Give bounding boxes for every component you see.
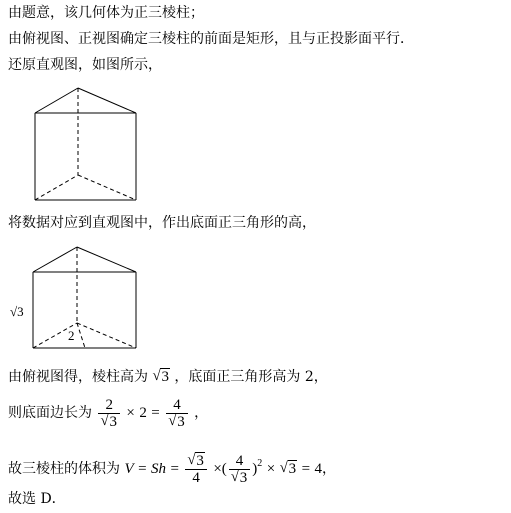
lparen: ( <box>221 461 227 477</box>
times-1: × <box>213 461 222 477</box>
prism1-top-right-edge <box>78 88 136 113</box>
prism2-side-label: √3 <box>10 304 24 319</box>
text-line-4: 将数据对应到直观图中，作出底面正三角形的高， <box>8 215 316 231</box>
prism2-height-label: 2 <box>68 328 75 343</box>
prism1-hidden-right <box>78 175 136 200</box>
prism1-top-left-edge <box>35 88 78 113</box>
fraction-4-over-sqrt3: 4 √ 3 <box>166 397 188 430</box>
sqrt3-factor: √ 3 <box>279 460 297 477</box>
equals-1: = <box>138 461 147 477</box>
text-line-5 <box>8 368 328 386</box>
text-line-3: 还原直观图，如图所示， <box>8 57 162 73</box>
result-4: 4 <box>314 461 323 477</box>
var-h: h <box>158 461 166 477</box>
times-sign: × <box>126 405 135 421</box>
text-line-6 <box>8 396 208 430</box>
equals-3: = <box>301 461 311 477</box>
sqrt3-expr: √ 3 <box>152 368 169 385</box>
factor-two: 2 <box>139 405 147 421</box>
fraction-2-over-sqrt3: 2 √ 3 <box>98 397 120 430</box>
line6-prefix: 则底面边长为 <box>8 405 92 421</box>
line7-prefix: 故三棱柱的体积为 <box>8 461 120 477</box>
line6-suffix: ， <box>194 405 209 421</box>
line5-suffix: ，底面正三角形高为 2， <box>174 369 328 385</box>
prism2-hidden-left <box>33 323 77 348</box>
prism2-top-right-edge <box>77 247 136 272</box>
line7-suffix: ， <box>322 461 337 477</box>
prism2-top-left-edge <box>33 247 77 272</box>
text-line-8: 故选 D． <box>8 491 66 507</box>
rparen: ) <box>252 461 258 477</box>
fraction-sqrt3-over-4: √ 3 4 <box>185 453 207 486</box>
line5-prefix: 由俯视图得，棱柱高为 <box>8 369 148 385</box>
var-V: V <box>124 461 134 477</box>
fraction-4-over-sqrt3-b: 4 √ 3 <box>229 453 251 486</box>
text-line-1: 由题意，该几何体为正三棱柱； <box>8 5 204 21</box>
equals-2: = <box>170 461 179 477</box>
times-2: × <box>266 461 276 477</box>
prism2-hidden-right <box>77 323 136 348</box>
prism2-base-height <box>77 323 85 348</box>
text-line-2: 由俯视图、正视图确定三棱柱的前面是矩形，且与正投影面平行． <box>8 31 414 47</box>
equals-sign: = <box>151 405 160 421</box>
prism1-hidden-left <box>35 175 78 200</box>
text-line-7 <box>8 446 336 487</box>
exponent-2: 2 <box>257 458 263 469</box>
var-S: S <box>151 461 159 477</box>
